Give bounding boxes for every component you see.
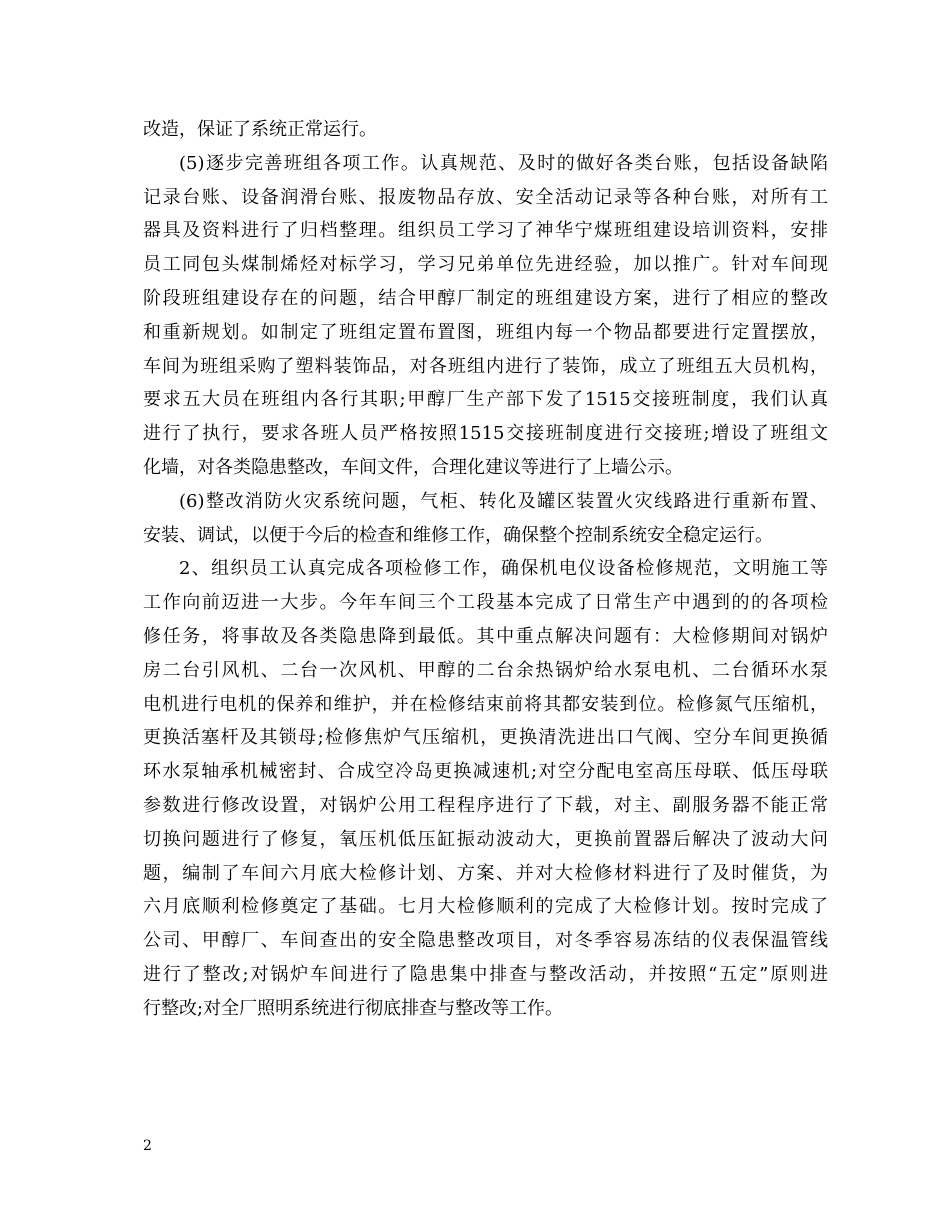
text-line: 更换活塞杆及其锁母;检修焦炉气压缩机，更换清洗进出口气阀、空分车间更换循: [143, 727, 828, 749]
text-line: 车间为班组采购了塑料装饰品，对各班组内进行了装饰，成立了班组五大员机构，: [143, 355, 828, 377]
text-line: 进行了执行，要求各班人员严格按照1515交接班制度进行交接班;增设了班组文: [143, 423, 828, 445]
text-line: 行整改;对全厂照明系统进行彻底排查与整改等工作。: [143, 997, 564, 1019]
text-line: 电机进行电机的保养和维护，并在检修结束前将其都安装到位。检修氮气压缩机，: [143, 693, 828, 715]
text-line: 六月底顺利检修奠定了基础。七月大检修顺利的完成了大检修计划。按时完成了: [143, 896, 828, 918]
text-line: 切换问题进行了修复，氧压机低压缸振动波动大，更换前置器后解决了波动大问: [143, 828, 828, 850]
body-text: [143, 113, 828, 1026]
text-line: 工作向前迈进一大步。今年车间三个工段基本完成了日常生产中遇到的的各项检: [143, 592, 828, 614]
text-line: 要求五大员在班组内各行其职;甲醇厂生产部下发了1515交接班制度，我们认真: [143, 389, 828, 411]
text-line: 和重新规划。如制定了班组定置布置图，班组内每一个物品都要进行定置摆放，: [143, 321, 828, 343]
text-line: 改造，保证了系统正常运行。: [143, 119, 377, 140]
text-line: 题，编制了车间六月底大检修计划、方案、并对大检修材料进行了及时催货，为: [143, 862, 828, 884]
text-line: 阶段班组建设存在的问题，结合甲醇厂制定的班组建设方案，进行了相应的整改: [143, 287, 828, 309]
text-line: 房二台引风机、二台一次风机、甲醇的二台余热锅炉给水泵电机、二台循环水泵: [143, 659, 828, 681]
text-line: 修任务，将事故及各类隐患降到最低。其中重点解决问题有：大检修期间对锅炉: [143, 625, 828, 647]
text-line: 环水泵轴承机械密封、合成空冷岛更换减速机;对空分配电室高压母联、低压母联: [143, 761, 828, 783]
text-line: 2、组织员工认真完成各项检修工作，确保机电仪设备检修规范，文明施工等: [179, 558, 828, 580]
text-line: (5)逐步完善班组各项工作。认真规范、及时的做好各类台账，包括设备缺陷: [179, 152, 828, 174]
text-line: 器具及资料进行了归档整理。组织员工学习了神华宁煤班组建设培训资料，安排: [143, 220, 828, 242]
text-line: 参数进行修改设置，对锅炉公用工程程序进行了下载，对主、副服务器不能正常: [143, 794, 828, 816]
text-line: 员工同包头煤制烯烃对标学习，学习兄弟单位先进经验，加以推广。针对车间现: [143, 254, 828, 276]
text-line: 安装、调试，以便于今后的检查和维修工作，确保整个控制系统安全稳定运行。: [143, 524, 773, 546]
page-number: 2: [143, 1138, 152, 1154]
text-line: 公司、甲醇厂、车间查出的安全隐患整改项目，对冬季容易冻结的仪表保温管线: [143, 930, 828, 952]
text-line: 进行了整改;对锅炉车间进行了隐患集中排查与整改活动，并按照“五定”原则进: [143, 963, 828, 985]
text-line: 化墙，对各类隐患整改，车间文件，合理化建议等进行了上墙公示。: [143, 456, 683, 478]
text-line: (6)整改消防火灾系统问题，气柜、转化及罐区装置火灾线路进行重新布置、: [179, 490, 828, 512]
text-line: 记录台账、设备润滑台账、报废物品存放、安全活动记录等各种台账，对所有工: [143, 186, 828, 208]
